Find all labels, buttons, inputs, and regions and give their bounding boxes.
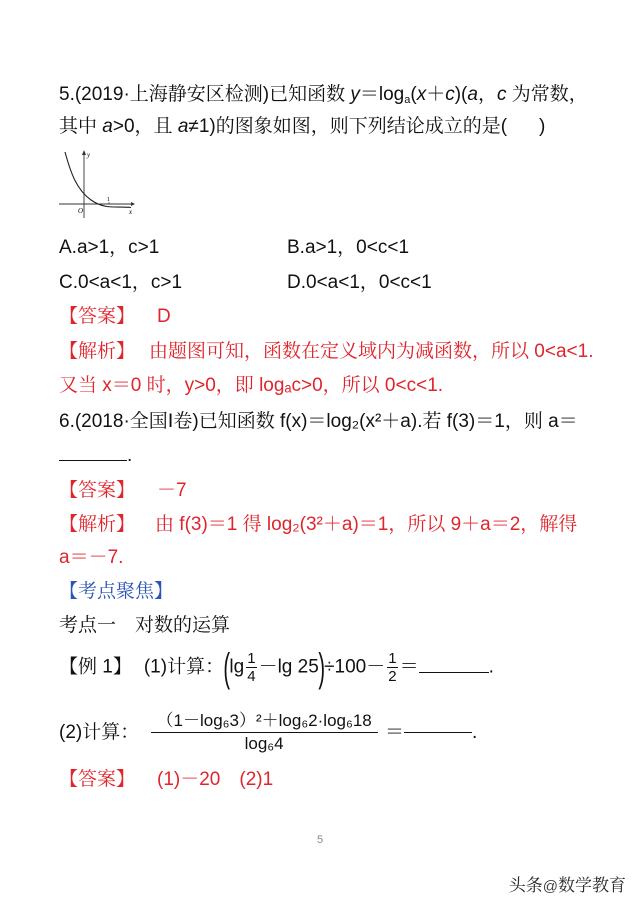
y-axis-label: y — [87, 151, 91, 159]
left-paren: ( — [223, 645, 231, 690]
q6-line-1: 6.(2018·全国Ⅰ卷)已知函数 f(x)＝log₂(x²＋a).若 f(3)＝1，则 a＝ — [59, 411, 578, 432]
origin-label: O — [78, 207, 84, 215]
q5-line-1: 5.(2019·上海静安区检测)已知函数 $y=\log_a(x+c)(a$，c 为常数， — [59, 84, 588, 106]
right-paren: ) — [318, 645, 325, 690]
q5-line-2: 其中 a>0，且 a≠1)的图象如图，则下列结论成立的是( ) — [59, 116, 546, 137]
example1-part2: (2)计算： $\frac{\text{（1－log₆3）²＋log₆2·log₆18}}{\text{log₆4}}$ ＝ . — [59, 711, 478, 753]
option-b: B.a>1，0<c<1 — [287, 237, 410, 258]
option-a: A.a>1，c>1 — [59, 237, 160, 258]
section-subtitle: 考点一 对数的运算 — [59, 615, 231, 636]
option-c: C.0<a<1，c>1 — [59, 272, 183, 293]
fraction-one-half: $\frac{1}{2}$ — [388, 650, 397, 685]
x-axis-label: x — [129, 208, 133, 216]
example1-part1: 【例 1】 (1)计算：(lg $\frac{1}{4}$ －lg 25)÷100－ $\frac{1}{2}$ ＝ . — [59, 645, 494, 690]
q5-analysis-line-2: 又当 x＝0 时，y>0，即 logₐc>0，所以 0<c<1. — [59, 375, 444, 396]
x-axis-arrow — [131, 202, 135, 206]
watermark: 头条@数学教育 — [508, 876, 626, 895]
example1-answer: 【答案】 (1)－20 (2)1 — [59, 769, 274, 790]
q6-analysis-line-2: a＝－7. — [59, 547, 124, 568]
log-curve — [65, 152, 131, 208]
function-graph — [57, 148, 137, 222]
y-axis-arrow — [82, 150, 86, 155]
q5-analysis-line-1: 【解析】 由题图可知，函数在定义域内为减函数，所以 0<a<1. — [59, 341, 594, 362]
q6-line-2: . — [59, 444, 132, 468]
section-title: 【考点聚焦】 — [59, 581, 174, 602]
q6-answer: 【答案】 －7 — [59, 480, 187, 501]
tick-label-1: 1 — [107, 197, 110, 203]
q6-analysis-line-1: 【解析】 由 f(3)＝1 得 log₂(3²＋a)＝1，所以 9＋a＝2，解得 — [59, 514, 578, 535]
option-d: D.0<a<1，0<c<1 — [287, 272, 432, 293]
q5-answer: 【答案】 D — [59, 306, 171, 327]
fraction-one-fourth: $\frac{1}{4}$ — [247, 650, 256, 685]
page-number: 5 — [316, 834, 324, 846]
fraction-part2: $\frac{\text{（1－log₆3）²＋log₆2·log₆18}}{\text{log₆4}}$ — [151, 710, 378, 755]
